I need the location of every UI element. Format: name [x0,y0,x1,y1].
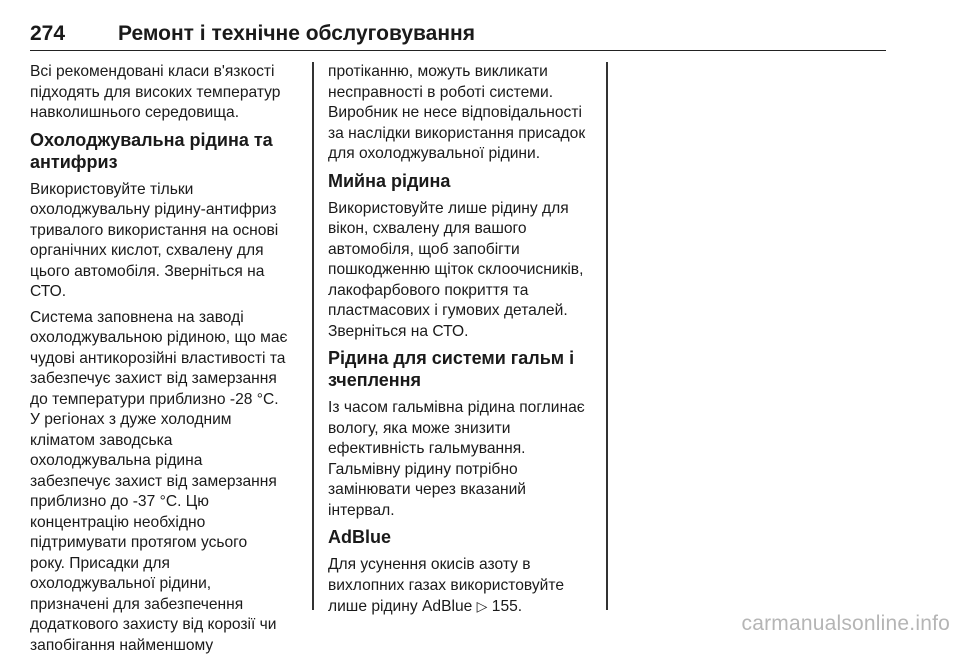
viscosity-paragraph: Всі рекомендовані класи в'язкості підходять для високих температур навколишнього середовища. [30,63,281,121]
left-column [30,62,302,661]
adblue-text: Для усунення окисів азоту в вихлопних газах використовуйте лише рідину AdBlue [328,556,564,615]
coolant-factory-paragraph: Система заповнена на заводі охолоджувальною рідиною, що має чудові антикорозійні властивості та забезпечує захист від замерзання до температури приблизно -28 °C. У регіонах з дуже холодним кліматом заводська охолоджувальна рідина забезпечує захист від замерзання приблизно до -37 °C. Цю концентрацію необхідно підтримувати протягом усього року. Присадки для охолоджувальної рідини, призначені для забезпечення додаткового захисту від корозії чи запобігання найменшому [30,308,288,654]
adblue-heading: AdBlue [328,527,391,547]
adblue-paragraph [328,555,600,618]
brake-fluid-heading: Рідина для системи гальм і зчеплення [328,348,575,390]
right-column [328,62,600,623]
chapter-title: Ремонт і технічне обслуговування [118,22,475,45]
page-number: 274 [30,22,66,45]
washer-fluid-heading: Мийна рідина [328,170,451,191]
coolant-heading: Охолоджувальна рідина та антифриз [30,129,273,172]
adblue-page-reference[interactable]: 155. [491,598,523,615]
coolant-usage-paragraph: Використовуйте тільки охолоджувальну рідину-антифриз тривалого використання на основі органічних кислот, схвалену для цього автомобіля. Зверніться на СТО. [30,180,279,300]
washer-fluid-paragraph: Використовуйте лише рідину для вікон, схвалену для вашого автомобіля, щоб запобігти пошкодженню щіток склоочисників, лакофарбового покриття та пластмасових і гумових деталей. Зверніться на СТО. [328,199,584,340]
additives-paragraph: протіканню, можуть викликати несправності в роботі системи. Виробник не несе відповідальності за наслідки використання присадок для охолоджувальної рідини. [328,63,586,162]
watermark: carmanualsonline.info [741,612,950,635]
column-divider-right [606,62,608,610]
brake-fluid-paragraph: Із часом гальмівна рідина поглинає вологу, яка може знизити ефективність гальмування. Гальмівну рідину потрібно замінювати через вказаний інтервал. [328,399,585,519]
page-reference-icon[interactable]: ▷ [476,598,488,614]
column-divider [312,62,314,610]
page-header [30,22,886,51]
